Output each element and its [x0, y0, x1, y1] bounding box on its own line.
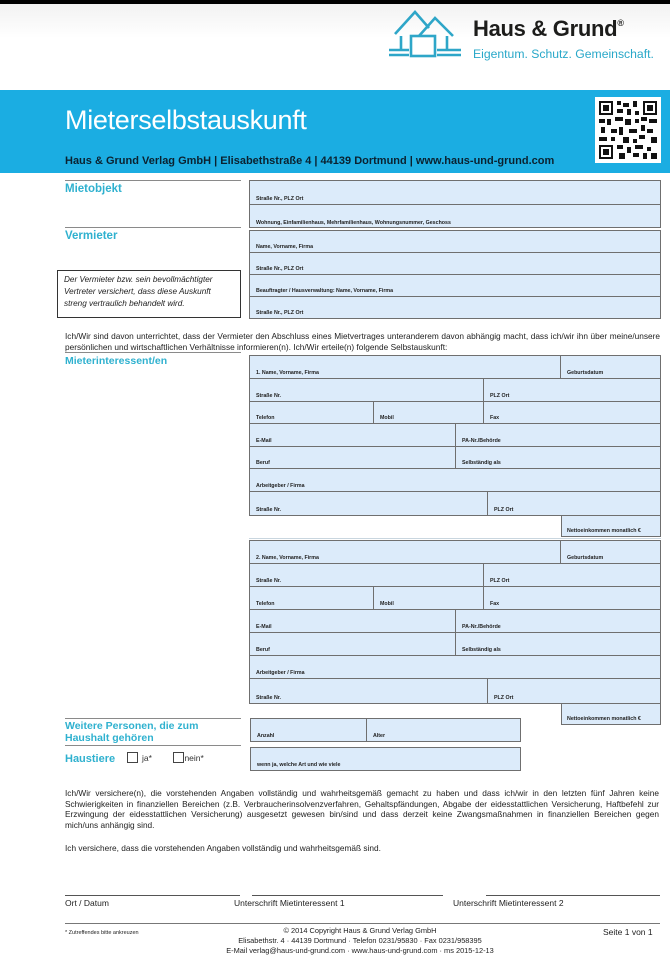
field-tenant1-name[interactable]	[250, 356, 561, 378]
field-mietobjekt-address[interactable]	[250, 181, 660, 205]
section-weitere-personen-label: Weitere Personen, die zum Haushalt gehören	[65, 720, 199, 744]
field-label: Name, Vorname, Firma	[256, 244, 314, 250]
tenant-1-form	[249, 355, 661, 516]
field-tenant1-employer-zip-city[interactable]	[488, 492, 660, 515]
field-label: Straße Nr.	[256, 578, 282, 584]
field-label: Straße Nr., PLZ Ort	[256, 196, 304, 202]
field-label: PA-Nr./Behörde	[462, 624, 501, 630]
vermieter-form	[249, 230, 661, 319]
field-label: PLZ Ort	[490, 393, 510, 399]
field-pets-details[interactable]	[250, 747, 521, 771]
field-tenant1-employer-street[interactable]	[250, 492, 488, 515]
field-tenant2-occupation[interactable]	[250, 633, 456, 655]
field-tenant1-id-number[interactable]	[456, 424, 660, 446]
field-label: Fax	[490, 601, 500, 607]
section-divider	[65, 718, 241, 719]
field-tenant2-street[interactable]	[250, 564, 484, 586]
field-label: E-Mail	[256, 624, 272, 630]
footer-address: Elisabethstr. 4 · 44139 Dortmund · Telefon 0231/95830 · Fax 0231/958395	[238, 936, 482, 945]
field-tenant1-self-employed[interactable]	[456, 447, 660, 468]
field-label: Straße Nr., PLZ Ort	[256, 310, 304, 316]
section-haustiere-label: Haustiere	[65, 753, 116, 765]
field-tenant2-id-number[interactable]	[456, 610, 660, 632]
checkbox-pets-yes[interactable]	[127, 752, 138, 763]
field-tenant2-self-employed[interactable]	[456, 633, 660, 655]
section-divider	[65, 227, 241, 228]
field-label: Geburtsdatum	[567, 370, 604, 376]
label-place-date: Ort / Datum	[65, 898, 109, 908]
section-divider	[65, 745, 241, 746]
section-divider	[65, 352, 241, 353]
mietobjekt-form	[249, 180, 661, 228]
field-label: Telefon	[256, 601, 275, 607]
field-tenant2-employer[interactable]	[250, 656, 660, 679]
field-label: Nettoeinkommen monatlich €	[567, 528, 641, 534]
field-hausverwaltung-name[interactable]	[250, 275, 660, 297]
field-tenant2-name[interactable]	[250, 541, 561, 563]
label-signature-1: Unterschrift Mietinteressent 1	[234, 898, 345, 908]
intro-text: Ich/Wir sind davon unterrichtet, dass der Vermieter den Abschluss eines Mietvertrages unteranderem davon abhängig macht, dass ich/wir ihn über meine/unsere persönlichen und wirtschaftlichen Verhältnisse informieren(n). Ich/Wir erteile(n) folgende Selbstauskunft:	[65, 331, 660, 352]
pets-yes-label: ja*	[142, 752, 152, 763]
field-tenant1-fax[interactable]	[484, 402, 660, 423]
field-tenant2-birthdate[interactable]	[561, 541, 660, 563]
field-tenant1-street[interactable]	[250, 379, 484, 401]
field-label: Mobil	[380, 415, 394, 421]
copyright: © 2014 Copyright Haus & Grund Verlag GmbH	[283, 926, 437, 935]
field-label: Arbeitgeber / Firma	[256, 483, 305, 489]
brand-name: Haus & Grund®	[473, 16, 624, 41]
field-label: Beruf	[256, 647, 270, 653]
qr-code-icon	[595, 97, 661, 163]
house-logo-icon	[385, 6, 465, 68]
section-divider	[65, 180, 241, 181]
field-vermieter-address[interactable]	[250, 253, 660, 275]
footer-divider	[65, 923, 660, 924]
field-label: Straße Nr.	[256, 393, 282, 399]
field-tenant1-occupation[interactable]	[250, 447, 456, 468]
field-vermieter-name[interactable]	[250, 231, 660, 253]
signature-line-tenant-2[interactable]	[486, 895, 660, 896]
confidentiality-notice: Der Vermieter bzw. sein bevollmächtigter Vertreter versichert, dass diese Auskunft streng vertraulich behandelt wird.	[57, 270, 241, 318]
field-tenant2-net-income[interactable]	[561, 703, 661, 725]
field-mietobjekt-type[interactable]	[250, 205, 660, 228]
field-tenant1-email[interactable]	[250, 424, 456, 446]
field-label: 2. Name, Vorname, Firma	[256, 555, 319, 561]
pets-no-label: nein*	[184, 752, 204, 763]
footer-contact: E-Mail verlag@haus-und-grund.com · www.haus-und-grund.com · ms 2015-12-13	[226, 946, 494, 955]
field-persons-count[interactable]	[251, 719, 367, 741]
signature-line-tenant-1[interactable]	[252, 895, 443, 896]
field-tenant1-zip-city[interactable]	[484, 379, 660, 401]
section-vermieter-label: Vermieter	[65, 230, 118, 242]
divider	[249, 538, 661, 539]
declaration-text: Ich/Wir versichere(n), die vorstehenden Angaben vollständig und wahrheitsgemäß gemacht zu haben und dass ich/wir in den letzten fünf Jahren keine Schwierigkeiten in finanziellen Bereichen (z.B. Verbraucherinsolvenzverfahren, Gehaltspfändungen, Abgabe der eidesstattlichen Versicherung, Haftbefehl zur Erzwingung der eidesstattlichen Versicherung) ausgesetzt gewesen bin/sind und dass derzeit keine Zwangsmaßnahmen in finanziellen Bereichen gegen mich/uns anhängig sind.	[65, 788, 659, 830]
brand-logo	[385, 6, 670, 70]
field-tenant2-mobile[interactable]	[374, 587, 484, 609]
field-label: PLZ Ort	[494, 695, 514, 701]
field-label: 1. Name, Vorname, Firma	[256, 370, 319, 376]
field-label: Straße Nr., PLZ Ort	[256, 266, 304, 272]
field-label: Selbständig als	[462, 460, 501, 466]
field-label: wenn ja, welche Art und wie viele	[257, 762, 341, 768]
field-label: Fax	[490, 415, 500, 421]
field-label: PLZ Ort	[494, 507, 514, 513]
field-label: Nettoeinkommen monatlich €	[567, 716, 641, 722]
field-tenant1-birthdate[interactable]	[561, 356, 660, 378]
field-label: PLZ Ort	[490, 578, 510, 584]
field-tenant1-net-income[interactable]	[561, 515, 661, 537]
label-signature-2: Unterschrift Mietinteressent 2	[453, 898, 564, 908]
page-number: Seite 1 von 1	[603, 927, 653, 937]
field-label: Telefon	[256, 415, 275, 421]
field-tenant2-employer-zip-city[interactable]	[488, 679, 660, 703]
field-tenant1-employer[interactable]	[250, 469, 660, 492]
field-label: Beauftragter / Hausverwaltung: Name, Vorname, Firma	[256, 288, 394, 294]
page-title: Mieterselbstauskunft	[65, 105, 307, 135]
footnote: * Zutreffendes bitte ankreuzen	[65, 930, 139, 936]
brand-tagline: Eigentum. Schutz. Gemeinschaft.	[473, 47, 654, 61]
field-label: Alter	[373, 733, 386, 739]
footer-publisher	[170, 926, 550, 956]
field-label: Straße Nr.	[256, 695, 282, 701]
field-label: Straße Nr.	[256, 507, 282, 513]
weitere-personen-form	[250, 718, 521, 742]
section-mietobjekt-label: Mietobjekt	[65, 183, 122, 195]
field-tenant1-mobile[interactable]	[374, 402, 484, 423]
haustiere-row	[65, 749, 204, 767]
field-tenant2-phone[interactable]	[250, 587, 374, 609]
field-tenant1-phone[interactable]	[250, 402, 374, 423]
tenant-2-form	[249, 540, 661, 704]
checkbox-pets-no[interactable]	[173, 752, 184, 763]
field-label: Geburtsdatum	[567, 555, 604, 561]
field-tenant2-email[interactable]	[250, 610, 456, 632]
field-hausverwaltung-address[interactable]	[250, 297, 660, 318]
field-tenant2-fax[interactable]	[484, 587, 660, 609]
field-label: PA-Nr./Behörde	[462, 438, 501, 444]
confirmation-text: Ich versichere, dass die vorstehenden Angaben vollständig und wahrheitsgemäß sind.	[65, 843, 381, 853]
field-label: E-Mail	[256, 438, 272, 444]
field-tenant2-zip-city[interactable]	[484, 564, 660, 586]
section-mieterinteressenten-label: Mieterinteressent/en	[65, 355, 168, 367]
signature-line-place-date[interactable]	[65, 895, 240, 896]
field-tenant2-employer-street[interactable]	[250, 679, 488, 703]
field-label: Wohnung, Einfamilienhaus, Mehrfamilienhaus, Wohnungsnummer, Geschoss	[256, 220, 451, 226]
field-label: Arbeitgeber / Firma	[256, 670, 305, 676]
field-label: Anzahl	[257, 733, 275, 739]
field-label: Selbständig als	[462, 647, 501, 653]
field-label: Mobil	[380, 601, 394, 607]
publisher-info: Haus & Grund Verlag GmbH | Elisabethstraße 4 | 44139 Dortmund | www.haus-und-grund.com	[65, 155, 555, 167]
field-label: Beruf	[256, 460, 270, 466]
field-persons-age[interactable]	[367, 719, 520, 741]
